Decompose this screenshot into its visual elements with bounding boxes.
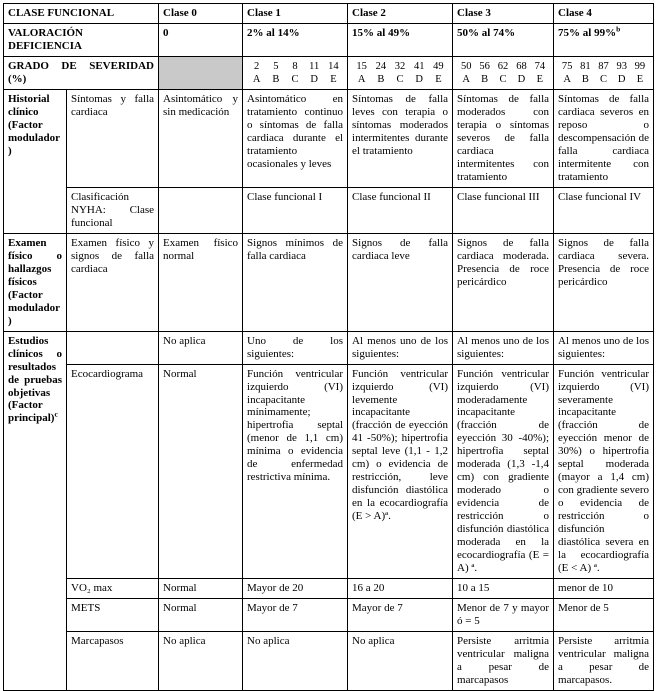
cell-marcapasos-clase-1: No aplica [243,631,348,690]
scale-clase-3 [453,56,554,89]
table-row-ecocardiograma [4,364,654,579]
scale-letter: D [517,74,526,86]
cell-sintomas-clase-0: Asintomático y sin medicación [159,90,243,188]
subrow-label-marcapasos: Marcapasos [67,631,159,690]
scale-letter: E [636,74,644,86]
scale-letter: C [396,74,404,86]
scale-clase-4 [554,56,654,89]
document-page [0,3,658,686]
subrow-label-lista-encabezado [67,331,159,364]
subrow-label-vo2max: VO₂ max [67,579,159,599]
scale-clase-1 [243,56,348,89]
header-label-valoracion-deficiencia: VALORACIÓN DEFICIENCIA [4,23,159,56]
subrow-label-examen-fisico: Examen físico y signos de falla cardiaca [67,233,159,331]
cell-vo2-clase-3: 10 a 15 [453,579,554,599]
scale-clase-2 [348,56,453,89]
scale-letter: B [481,74,489,86]
cell-lista-clase-2: Al menos uno de los siguientes: [348,331,453,364]
section-label-estudios-clinicos [4,331,67,690]
cell-eco-clase-3: Función ventricular izquierdo (VI) moderadamente incapacitante (fracción de eyección 30 -40%); hipertrofia septal moderada (1,3 -1,4 cm) con gradiente moderado o evidencia de restricción o disfunción diastólica moderada en la ecocardiografía (E = A) ª. [453,364,554,579]
scale-letter: C [291,74,299,86]
scale-number: 56 [479,60,490,72]
table-header-row-clase-funcional [4,4,654,24]
scale-number: 5 [273,60,279,72]
scale-letter: E [536,74,544,86]
cell-marcapasos-clase-3: Persiste arritmia ventricular maligna a pesar de marcapasos [453,631,554,690]
cell-eco-clase-2: Función ventricular izquierdo (VI) levemente incapacitante (fracción de eyección 41 -50%); hipertrofia septal leve (1,1 - 1,2 cm) o evidencia de restricción, leve disfunción diastólica en la ecocardiografía (E > A)ª. [348,364,453,579]
scale-number: 75 [561,60,573,72]
valoracion-clase-4-superscript: b [616,24,621,34]
cell-nyha-clase-3: Clase funcional III [453,187,554,233]
section-label-examen-fisico: Examen físico o hallazgos físicos (Factor modulador) [4,233,67,331]
scale-number: 15 [356,60,367,72]
cell-examen-clase-1: Signos mínimos de falla cardiaca [243,233,348,331]
scale-letter: C [600,74,608,86]
scale-number: 93 [616,60,627,72]
cell-mets-clase-1: Mayor de 7 [243,599,348,632]
cell-lista-clase-0: No aplica [159,331,243,364]
scale-letter: C [499,74,507,86]
header-clase-2: Clase 2 [348,4,453,24]
cell-mets-clase-0: Normal [159,599,243,632]
cell-mets-clase-4: Menor de 5 [554,599,654,632]
cell-lista-clase-4: Al menos uno de los siguientes: [554,331,654,364]
section-label-estudios-clinicos-text: Estudios clínicos o resultados de pruebas objetivas (Factor principal) [8,334,62,425]
valoracion-clase-4-text: 75% al 99% [558,26,617,39]
cell-lista-clase-1: Uno de los siguientes: [243,331,348,364]
subrow-label-nyha: Clasificación NYHA: Clase funcional [67,187,159,233]
table-row-marcapasos [4,631,654,690]
scale-clase-0 [159,56,243,89]
valoracion-clase-2: 15% al 49% [348,23,453,56]
scale-number: 11 [309,60,320,72]
header-clase-0: Clase 0 [159,4,243,24]
scale-number: 68 [516,60,527,72]
cell-marcapasos-clase-0: No aplica [159,631,243,690]
table-row-examen-fisico [4,233,654,331]
table-header-row-grado-severidad [4,56,654,89]
table-row-sintomas-falla-cardiaca [4,90,654,188]
cell-examen-clase-4: Signos de falla cardiaca severa. Presencia de roce pericárdico [554,233,654,331]
subrow-label-mets: METS [67,599,159,632]
cell-sintomas-clase-4: Síntomas de falla cardiaca severos en reposo o descompensación de falla cardiaca intermitente con tratamiento [554,90,654,188]
cell-nyha-clase-2: Clase funcional II [348,187,453,233]
scale-letter: A [563,74,571,86]
cell-mets-clase-2: Mayor de 7 [348,599,453,632]
cell-nyha-clase-1: Clase funcional I [243,187,348,233]
header-label-clase-funcional: CLASE FUNCIONAL [4,4,159,24]
header-label-grado-severidad: GRADO DE SEVERIDAD (%) [4,56,159,89]
section-label-estudios-superscript: c [54,409,58,419]
cell-sintomas-clase-3: Síntomas de falla moderados con terapia o síntomas severos de falla cardiaca intermitentes con tratamiento [453,90,554,188]
scale-number: 41 [413,60,425,72]
cell-vo2-clase-1: Mayor de 20 [243,579,348,599]
scale-letter: A [252,74,261,86]
cell-marcapasos-clase-4: Persiste arritmia ventricular maligna a pesar de marcapasos. [554,631,654,690]
valoracion-clase-1: 2% al 14% [243,23,348,56]
cell-nyha-clase-4: Clase funcional IV [554,187,654,233]
table-row-nyha [4,187,654,233]
cell-sintomas-clase-2: Síntomas de falla leves con terapia o síntomas moderados intermitentes durante el tratamiento [348,90,453,188]
cell-eco-clase-0: Normal [159,364,243,579]
cell-eco-clase-1: Función ventricular izquierdo (VI) incapacitante mínimamente; hipertrofia septal (menor de 1,1 cm) mínima o evidencia de enfermedad restrictiva mínima. [243,364,348,579]
scale-number: 32 [394,60,406,72]
scale-number: 62 [497,60,509,72]
header-clase-4: Clase 4 [554,4,654,24]
subrow-label-ecocardiograma: Ecocardiograma [67,364,159,579]
scale-letter: D [310,74,319,86]
cell-examen-clase-2: Signos de falla cardiaca leve [348,233,453,331]
scale-letter: D [415,74,424,86]
valoracion-clase-3: 50% al 74% [453,23,554,56]
scale-number: 74 [534,60,546,72]
cell-examen-clase-3: Signos de falla cardiaca moderada. Presencia de roce pericárdico [453,233,554,331]
scale-letter: B [272,74,280,86]
scale-number: 81 [580,60,591,72]
scale-number: 50 [460,60,472,72]
scale-number: 49 [433,60,444,72]
table-row-vo2max [4,579,654,599]
valoracion-clase-4 [554,23,654,56]
scale-number: 99 [634,60,646,72]
scale-letter: A [357,74,366,86]
cell-lista-clase-3: Al menos uno de los siguientes: [453,331,554,364]
table-row-mets [4,599,654,632]
scale-number: 8 [292,60,298,72]
scale-number: 24 [375,60,387,72]
scale-letter: A [462,74,471,86]
scale-letter: B [581,74,589,86]
subrow-label-sintomas-falla-cardiaca: Síntomas y falla cardiaca [67,90,159,188]
scale-letter: E [435,74,442,86]
cell-examen-clase-0: Examen físico normal [159,233,243,331]
scale-letter: E [330,74,337,86]
cell-vo2-clase-0: Normal [159,579,243,599]
cell-vo2-clase-2: 16 a 20 [348,579,453,599]
scale-letter: D [617,74,626,86]
cell-vo2-clase-4: menor de 10 [554,579,654,599]
scale-letter: B [377,74,385,86]
table-row-no-aplica-lista [4,331,654,364]
cell-eco-clase-4: Función ventricular izquierdo (VI) severamente incapacitante (fracción de eyección menor de 30%) o hipertrofia septal moderada (mayor a 1,4 cm) con gradiente severo o evidencia de restricción o disfunción diastólica severa en la ecocardiografía (E < A) ª. [554,364,654,579]
section-label-historial-clinico: Historial clínico (Factor modulador) [4,90,67,234]
table-header-row-valoracion-deficiencia [4,23,654,56]
cell-nyha-clase-0 [159,187,243,233]
valoracion-clase-0: 0 [159,23,243,56]
functional-class-table [3,3,654,691]
scale-number: 2 [253,60,260,72]
scale-number: 87 [598,60,609,72]
scale-number: 14 [328,60,339,72]
cell-marcapasos-clase-2: No aplica [348,631,453,690]
header-clase-3: Clase 3 [453,4,554,24]
cell-sintomas-clase-1: Asintomático en tratamiento continuo o síntomas de falla cardiaca durante el tratamiento ocasionales y leves [243,90,348,188]
header-clase-1: Clase 1 [243,4,348,24]
cell-mets-clase-3: Menor de 7 y mayor ó = 5 [453,599,554,632]
